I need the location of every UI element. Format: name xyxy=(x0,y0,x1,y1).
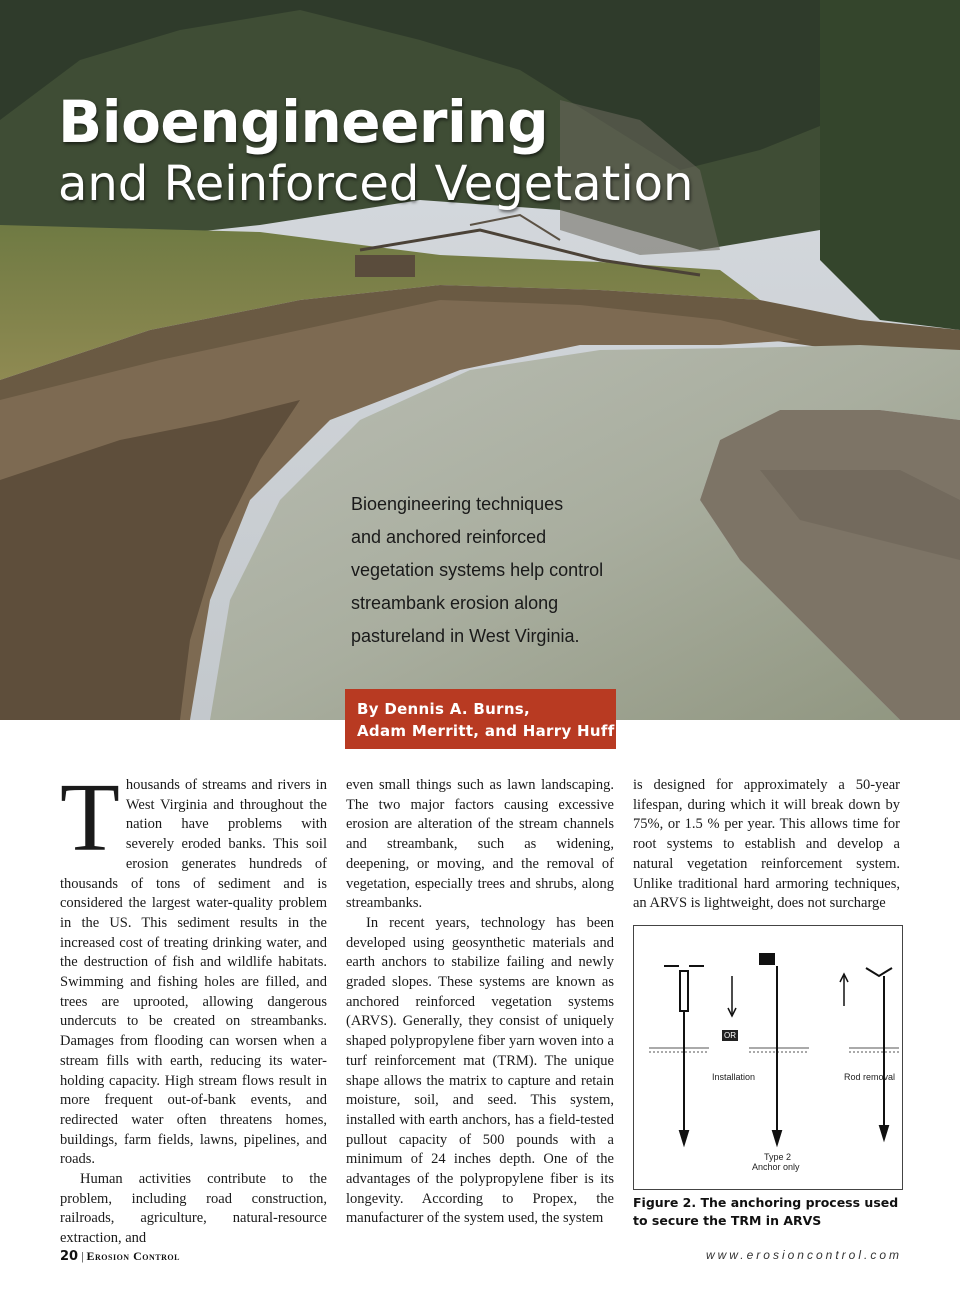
figure-caption xyxy=(633,1194,913,1230)
rod-removal-label: Rod removal xyxy=(844,1072,896,1082)
article-column-2 xyxy=(346,776,614,1229)
anchor-diagram-illustration xyxy=(634,926,902,1189)
deck-line: Bioengineering techniques xyxy=(351,494,564,514)
headline-bold: Bioengineering xyxy=(58,88,549,156)
paragraph: In recent years, technology has been developed using geosynthetic materials and earth anchors to stabilize failing and newly graded slopes. These systems are known as anchored reinforced vegetation systems (ARVS). Generally, they consist of uniquely shaped polypropylene fiber yarn woven into a turf reinforcement mat (TRM). The unique shape allows the matrix to capture and retain moisture, soil, and seed. This system, installed with earth anchors, has a field-tested pullout capacity of 500 pounds with a minimum of 24 inches depth. One of the advantages of the polypropylene fiber is its longevity. According to Propex, the manufacturer of the system used, the system xyxy=(346,914,614,1227)
headline-light: and Reinforced Vegetation xyxy=(58,156,694,212)
paragraph-text: housands of streams and rivers in West Virginia and throughout the nation have problems with severely eroded banks. This soil erosion generates hundreds of thousands of tons of sediment and is considered the largest water-quality problem in the US. This sediment results in the increased cost of treating drinking water, and the destruction of fish and wildlife habitats. Swimming and fishing holes are filled, and trees are uprooted, allowing dangerous undercuts to be created on streambanks. Damages from flooding can worsen when a stream fills with earth, reducing its water-holding capacity. High stream flows result in more frequent out-of-bank events, and redirected water often threatens homes, buildings, farm fields, lawns, pipelines, and roads. xyxy=(60,777,327,1168)
paragraph: is designed for approximately a 50-year lifespan, during which it will break down by 75%, or 1.5 % per year. This allows time for root systems to establish and develop a natural vegetation reinforcement system. Unlike traditional hard armoring techniques, an ARVS is lightweight, does not surcharge xyxy=(633,777,900,912)
dropcap: T xyxy=(60,764,120,872)
page-number: 20 xyxy=(60,1249,79,1264)
folio-separator: | xyxy=(78,1249,87,1263)
article-column-1 xyxy=(60,764,327,1249)
article-column-3 xyxy=(633,776,900,914)
byline-line: Adam Merritt, and Harry Huff xyxy=(357,722,615,740)
installation-label: Installation xyxy=(712,1072,756,1082)
paragraph: Human activities contribute to the problem, including road construction, railroads, agriculture, natural-resource extraction, and xyxy=(60,1171,327,1247)
deck-line: streambank erosion along xyxy=(351,593,559,613)
type-label: Type 2 xyxy=(764,1152,792,1162)
or-label: OR xyxy=(724,1031,736,1040)
caption-line: to secure the TRM in ARVS xyxy=(633,1213,822,1228)
deck-line: vegetation systems help control xyxy=(351,560,604,580)
figure-anchoring-diagram xyxy=(633,925,903,1190)
byline-line: By Dennis A. Burns, xyxy=(357,700,531,718)
deck-line: and anchored reinforced xyxy=(351,527,547,547)
caption-line: Figure 2. The anchoring process used xyxy=(633,1195,899,1210)
paragraph xyxy=(60,764,327,1170)
publication-name: Erosion Control xyxy=(86,1249,180,1263)
website-url[interactable]: www.erosioncontrol.com xyxy=(705,1248,902,1262)
deck xyxy=(351,488,651,653)
byline-box xyxy=(345,689,616,749)
deck-line: pastureland in West Virginia. xyxy=(351,626,580,646)
page-folio xyxy=(60,1249,180,1264)
anchor-only-label: Anchor only xyxy=(752,1162,800,1172)
paragraph: even small things such as lawn landscaping. The two major factors causing excessive erosion are alteration of the stream channels and streambank, such as widening, deepening, or moving, and the removal of vegetation, especially trees and shrubs, along streambanks. xyxy=(346,777,614,912)
